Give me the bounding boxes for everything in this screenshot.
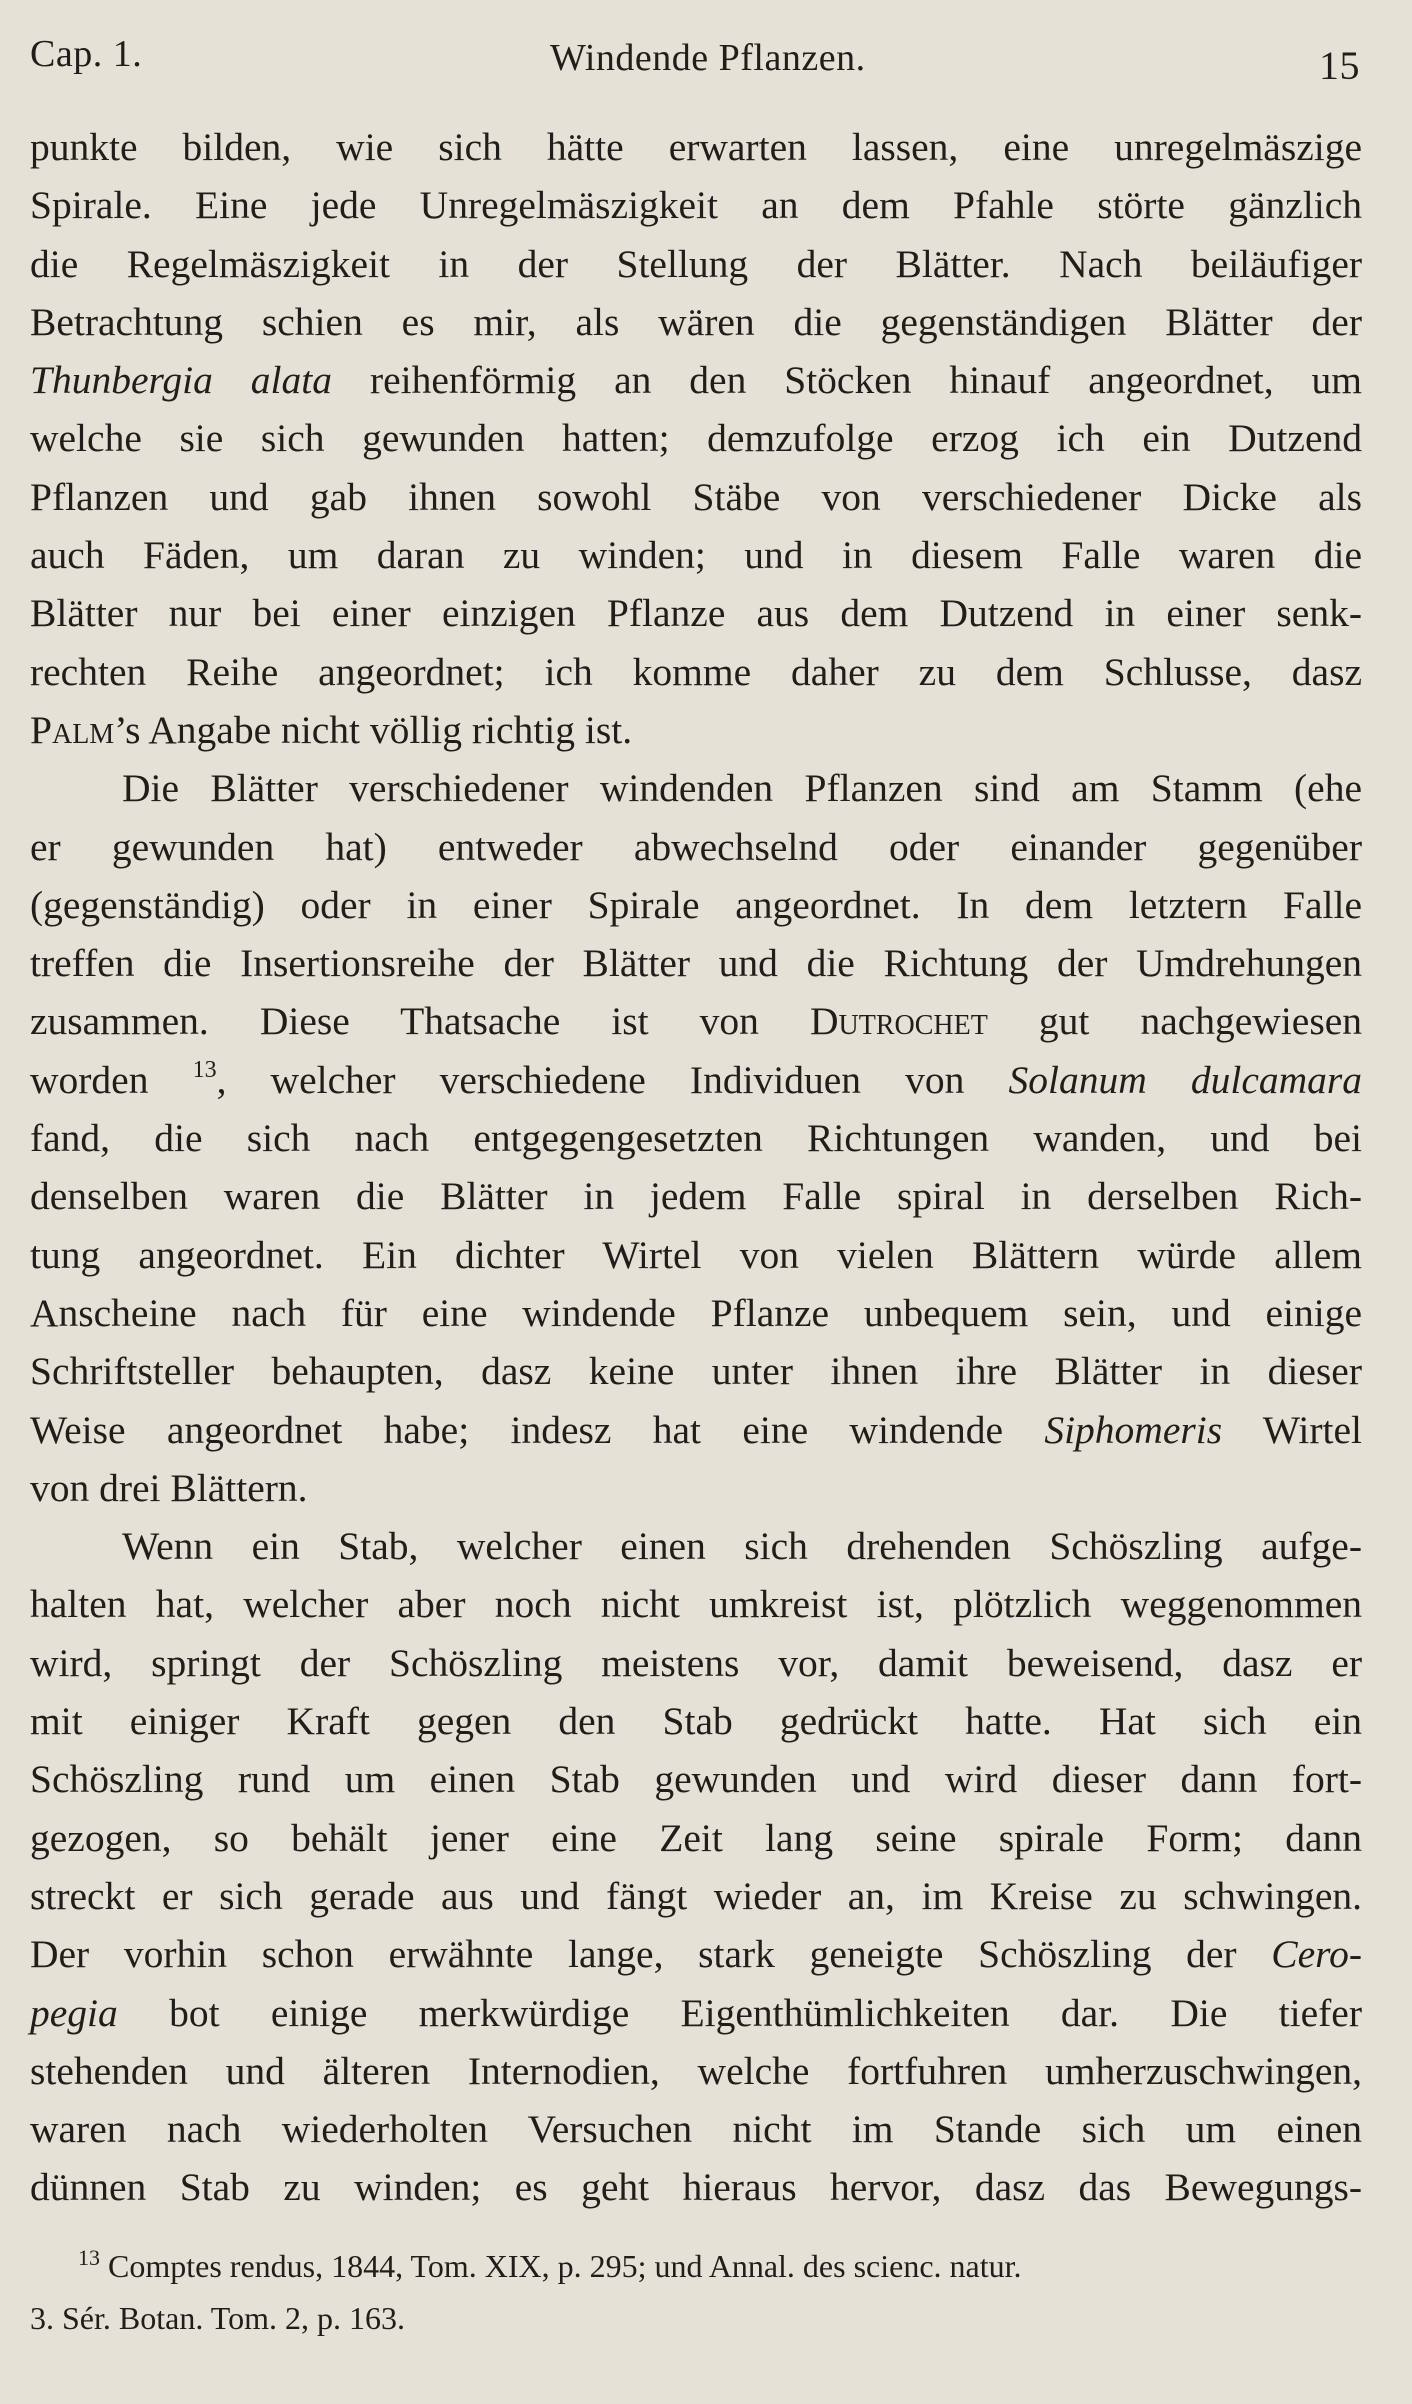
- text-line: auch Fäden, um daran zu winden; und in diesem Falle waren die: [30, 533, 1362, 578]
- text-line: Betrachtung schien es mir, als wären die gegenständigen Blätter der: [30, 299, 1362, 344]
- footnote-line: $^{13}$ Comptes rendus, 1844, Tom. XIX, p. 295; und Annal. des scienc. natur.: [78, 2245, 1022, 2284]
- text-line: treffen die Insertionsreihe der Blätter und die Richtung der Umdrehungen: [30, 941, 1362, 986]
- text-line: pegia bot einige merkwürdige Eigenthümlichkeiten dar. Die tiefer: [30, 1990, 1362, 2035]
- text-line: er gewunden hat) entweder abwechselnd oder einander gegenüber: [30, 824, 1362, 869]
- species-name: Siphomeris: [1044, 1407, 1223, 1452]
- text-line: Wenn ein Stab, welcher einen sich drehenden Schöszling aufge-: [122, 1524, 1362, 1569]
- footnotes: [30, 2240, 1362, 2344]
- text-line: waren nach wiederholten Versuchen nicht im Stande sich um einen: [30, 2107, 1362, 2152]
- text-line: Palm’s Angabe nicht völlig richtig ist.: [30, 707, 633, 752]
- text-line: Spirale. Eine jede Unregelmäszigkeit an dem Pfahle störte gänzlich: [30, 183, 1362, 228]
- species-name: Cero-: [1271, 1932, 1362, 1977]
- body-text: [30, 118, 1362, 2217]
- text-line: welche sie sich gewunden hatten; demzufolge erzog ich ein Dutzend: [30, 416, 1362, 461]
- text-line: worden $^{13}$, welcher verschiedene Individuen von Solanum dulcamara: [30, 1056, 1363, 1102]
- text-line: zusammen. Diese Thatsache ist von Dutrochet gut nachgewiesen: [30, 999, 1362, 1044]
- text-line: Die Blätter verschiedener windenden Pflanzen sind am Stamm (ehe: [122, 766, 1362, 811]
- chapter-label: Cap. 1.: [30, 33, 143, 75]
- text-line: Der vorhin schon erwähnte lange, stark geneigte Schöszling der Cero-: [30, 1932, 1362, 1977]
- species-name: Thunbergia alata: [30, 358, 333, 403]
- text-line: Pflanzen und gab ihnen sowohl Stäbe von verschiedener Dicke als: [30, 474, 1362, 519]
- page-number: 15: [1319, 43, 1360, 88]
- text-line: gezogen, so behält jener eine Zeit lang seine spirale Form; dann: [30, 1815, 1362, 1860]
- author-name: Dutrochet: [810, 999, 988, 1044]
- species-name: pegia: [30, 1990, 118, 2035]
- running-title: Windende Pflanzen.: [550, 37, 866, 79]
- text-line: denselben waren die Blätter in jedem Falle spiral in derselben Rich-: [30, 1174, 1362, 1219]
- text-line: Weise angeordnet habe; indesz hat eine windende Siphomeris Wirtel: [30, 1407, 1362, 1452]
- text-line: Blätter nur bei einer einzigen Pflanze aus dem Dutzend in einer senk-: [30, 591, 1362, 636]
- text-line: streckt er sich gerade aus und fängt wieder an, im Kreise zu schwingen.: [30, 1873, 1362, 1918]
- paragraph-1: [30, 118, 1362, 759]
- footnote-ref[interactable]: 13: [192, 1056, 217, 1083]
- text-line: (gegenständig) oder in einer Spirale angeordnet. In dem letztern Falle: [30, 882, 1362, 927]
- text-line: halten hat, welcher aber noch nicht umkreist ist, plötzlich weggenommen: [30, 1582, 1362, 1627]
- text-line: fand, die sich nach entgegengesetzten Richtungen wanden, und bei: [30, 1116, 1362, 1161]
- text-line: tung angeordnet. Ein dichter Wirtel von vielen Blättern würde allem: [30, 1232, 1362, 1277]
- text-line: rechten Reihe angeordnet; ich komme daher zu dem Schlusse, dasz: [30, 649, 1362, 694]
- text-line: Anscheine nach für eine windende Pflanze unbequem sein, und einige: [30, 1290, 1362, 1335]
- running-header: [30, 24, 1360, 94]
- text-line: punkte bilden, wie sich hätte erwarten lassen, eine unregelmäszige: [30, 125, 1362, 169]
- text-line: Schöszling rund um einen Stab gewunden und wird dieser dann fort-: [30, 1757, 1362, 1802]
- text-line: mit einiger Kraft gegen den Stab gedrückt hatte. Hat sich ein: [30, 1699, 1362, 1744]
- text-line: dünnen Stab zu winden; es geht hieraus hervor, dasz das Bewegungs-: [30, 2165, 1362, 2210]
- author-name: Palm: [30, 707, 115, 752]
- footnote-number: 13: [78, 2245, 100, 2270]
- text-line: stehenden und älteren Internodien, welche fortfuhren umherzuschwingen,: [30, 2048, 1362, 2093]
- footnote-line: 3. Sér. Botan. Tom. 2, p. 163.: [30, 2300, 405, 2336]
- text-line: wird, springt der Schöszling meistens vor, damit beweisend, dasz er: [30, 1640, 1362, 1685]
- text-line: die Regelmäszigkeit in der Stellung der Blätter. Nach beiläufiger: [30, 241, 1362, 286]
- text-line: Thunbergia alata reihenförmig an den Stöcken hinauf angeordnet, um: [30, 358, 1362, 403]
- paragraph-3: [30, 1517, 1362, 2217]
- text-line: von drei Blättern.: [30, 1465, 308, 1510]
- paragraph-2: [30, 759, 1362, 1517]
- species-name: Solanum dulcamara: [1008, 1057, 1363, 1102]
- text-line: Schriftsteller behaupten, dasz keine unter ihnen ihre Blätter in dieser: [30, 1349, 1362, 1394]
